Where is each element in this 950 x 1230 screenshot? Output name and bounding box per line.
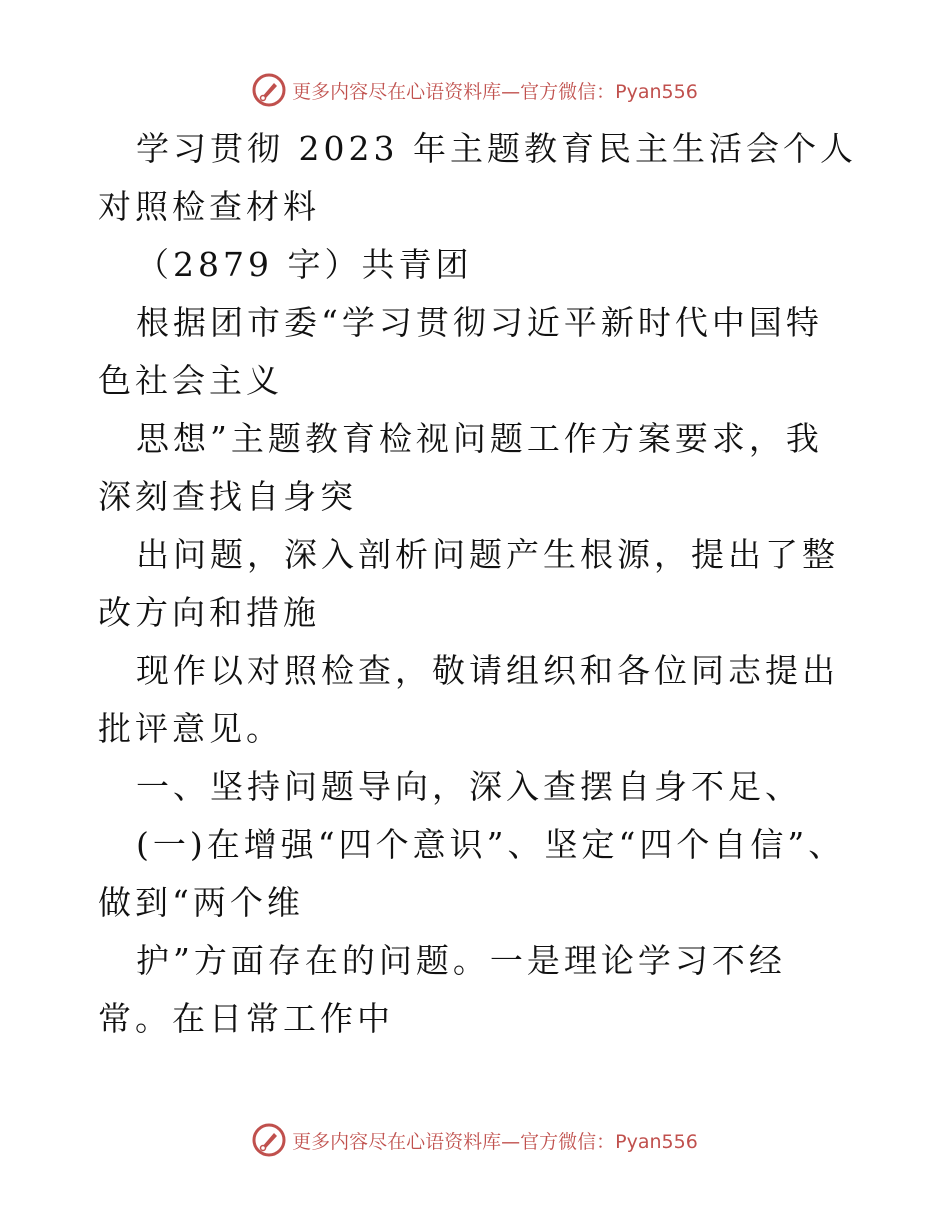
watermark-text: 更多内容尽在心语资料库—官方微信：Pyan556 xyxy=(292,1130,698,1153)
body-paragraph: 思想”主题教育检视问题工作方案要求，我深刻查找自身突 xyxy=(98,419,823,516)
section-heading: 一、坚持问题导向，深入查摆自身不足、 xyxy=(136,767,802,806)
footer-watermark xyxy=(0,1120,950,1160)
document-title: 学习贯彻 2023 年主题教育民主生活会个人对照检查材料 xyxy=(98,129,857,226)
body-paragraph: 护”方面存在的问题。一是理论学习不经常。在日常工作中 xyxy=(98,941,786,1038)
pen-nib-circle-icon xyxy=(252,1123,286,1157)
body-paragraph: 出问题，深入剖析问题产生根源，提出了整改方向和措施 xyxy=(98,535,839,632)
watermark-text: 更多内容尽在心语资料库—官方微信：Pyan556 xyxy=(292,80,698,103)
body-paragraph: 根据团市委“学习贯彻习近平新时代中国特色社会主义 xyxy=(98,303,823,400)
body-paragraph: 现作以对照检查，敬请组织和各位同志提出批评意见。 xyxy=(98,651,839,748)
pen-nib-circle-icon xyxy=(252,73,286,107)
word-count-line: （2879 字）共青团 xyxy=(136,245,473,284)
document-body xyxy=(98,120,858,1048)
subsection-heading: (一)在增强“四个意识”、坚定“四个自信”、做到“两个维 xyxy=(98,825,846,922)
header-watermark xyxy=(0,70,950,110)
